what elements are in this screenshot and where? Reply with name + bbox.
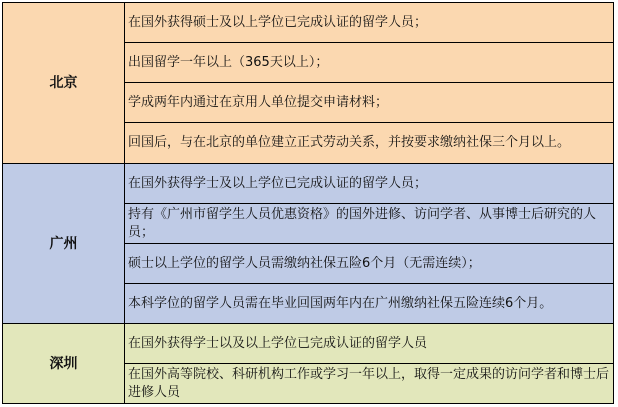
requirement-cell: 持有《广州市留学生人员优惠资格》的国外进修、访问学者、从事博士后研究的人员； [125,204,614,244]
requirement-cell: 回国后，与在北京的单位建立正式劳动关系，并按要求缴纳社保三个月以上。 [125,123,614,164]
city-shenzhen: 深圳 [3,324,125,404]
requirements-table [2,2,614,404]
requirement-cell: 学成两年内通过在京用人单位提交申请材料； [125,83,614,123]
requirement-cell: 在国外高等院校、科研机构工作或学习一年以上，取得一定成果的访问学者和博士后进修人员 [125,364,614,404]
table-row [3,324,614,364]
city-beijing: 北京 [3,3,125,164]
requirement-cell: 在国外获得学士以及以上学位已完成认证的留学人员 [125,324,614,364]
table-row [3,3,614,43]
table-row [3,164,614,204]
city-guangzhou: 广州 [3,164,125,324]
requirement-cell: 本科学位的留学人员需在毕业回国两年内在广州缴纳社保五险连续6个月。 [125,284,614,324]
requirement-cell: 出国留学一年以上（365天以上）； [125,43,614,83]
requirement-cell: 在国外获得硕士及以上学位已完成认证的留学人员； [125,3,614,43]
requirement-cell: 硕士以上学位的留学人员需缴纳社保五险6个月（无需连续）； [125,244,614,284]
requirement-cell: 在国外获得学士及以上学位已完成认证的留学人员； [125,164,614,204]
